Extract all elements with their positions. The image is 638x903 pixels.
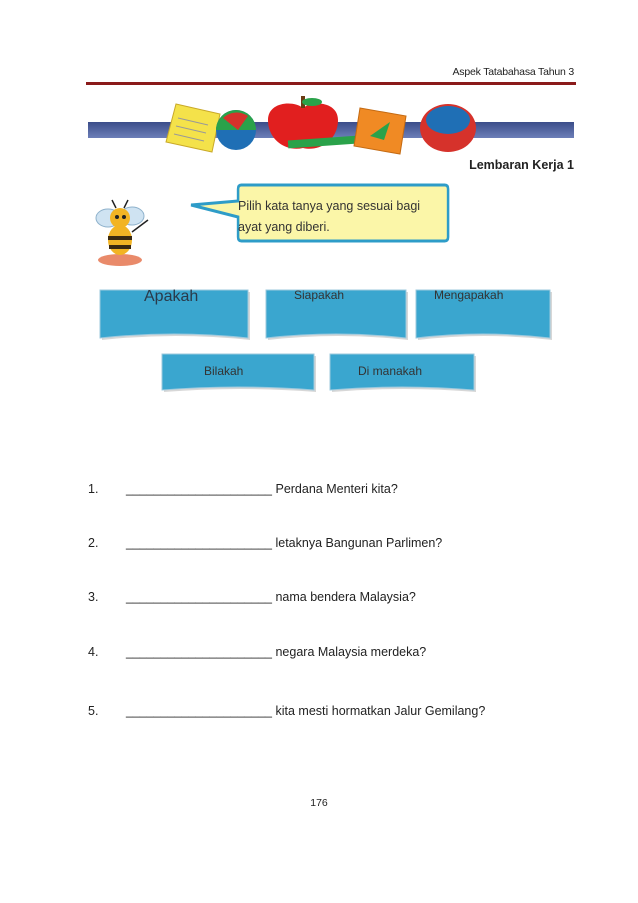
answer-blank[interactable]: _____________________ [126,704,272,718]
word-card-di-manakah [328,352,480,396]
stationery-banner-illustration [88,94,574,156]
word-card-bilakah [160,352,320,396]
word-card-label: Di manakah [358,364,423,378]
answer-blank[interactable]: _____________________ [126,482,272,496]
question-text [126,590,416,604]
question-number: 4. [88,645,99,659]
question-sentence: negara Malaysia merdeka? [275,645,427,659]
word-card-label: Bilakah [204,364,244,378]
question-text [126,482,398,496]
answer-blank[interactable]: _____________________ [126,536,272,550]
question-sentence: letaknya Bangunan Parlimen? [275,536,443,550]
word-card-label: Mengapakah [434,288,504,302]
question-sentence: Perdana Menteri kita? [275,482,398,496]
instruction-line-1: Pilih kata tanya yang sesuai bagi [238,199,421,213]
question-text [126,704,485,718]
word-card-label: Siapakah [294,288,345,302]
page-number: 176 [310,797,328,809]
question-text [126,645,426,659]
word-card-apakah [98,288,254,346]
worksheet-title: Lembaran Kerja 1 [469,158,574,172]
word-card-siapakah [264,288,412,346]
question-number: 2. [88,536,99,550]
word-card-mengapakah [414,288,556,346]
instruction-text [238,196,438,238]
answer-blank[interactable]: _____________________ [126,645,272,659]
question-sentence: nama bendera Malaysia? [275,590,416,604]
answer-blank[interactable]: _____________________ [126,590,272,604]
word-card-label: Apakah [144,288,199,305]
question-number: 5. [88,704,99,718]
question-number: 3. [88,590,99,604]
bee-mascot-illustration [86,196,156,268]
header-title: Aspek Tatabahasa Tahun 3 [452,66,574,78]
question-sentence: kita mesti hormatkan Jalur Gemilang? [275,704,486,718]
question-text [126,536,442,550]
header-rule [86,82,576,85]
question-number: 1. [88,482,99,496]
instruction-line-2: ayat yang diberi. [238,220,330,234]
